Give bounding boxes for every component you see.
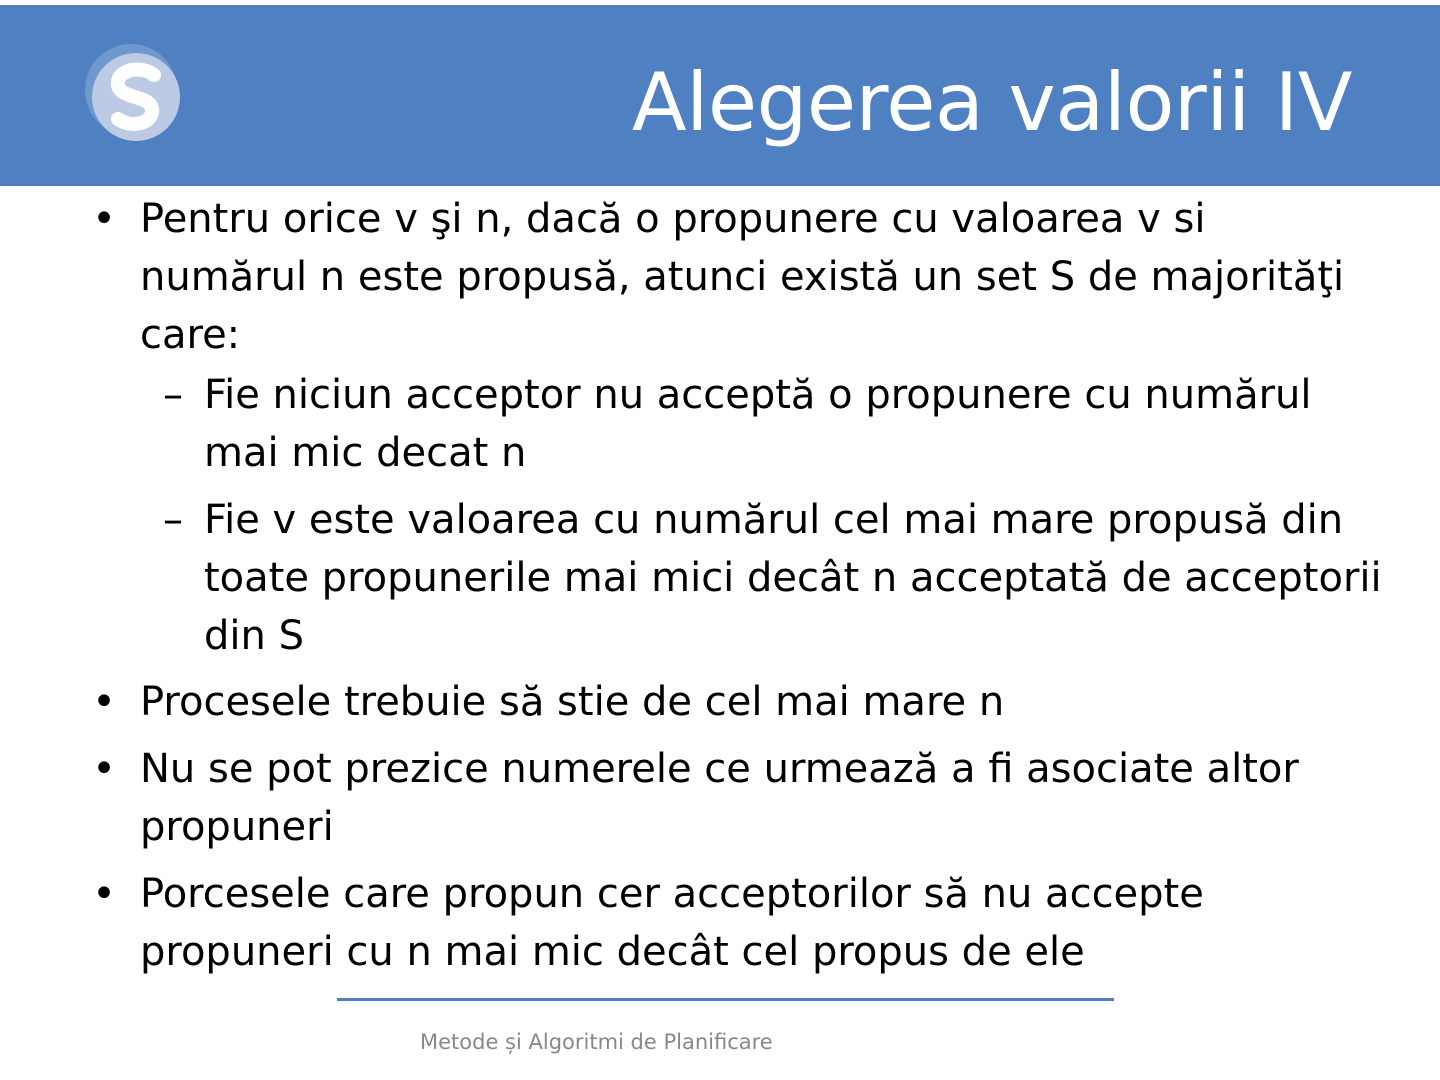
slide-footer: Metode și Algoritmi de Planificare [420, 1030, 773, 1054]
bullet-marker: • [92, 871, 116, 917]
bullet-marker: • [92, 746, 116, 792]
bullet-item [92, 190, 1370, 364]
bullet-marker: • [92, 196, 116, 242]
slide-header [0, 5, 1440, 186]
s-swirl-logo-icon [80, 43, 190, 153]
bullet-text: Nu se pot prezice numerele ce urmează a fi asociate altor propuneri [140, 746, 1299, 850]
sub-bullet-item [163, 366, 1384, 482]
dash-marker: – [163, 497, 183, 543]
bullet-text: Pentru orice v şi n, dacă o propunere cu valoarea v si numărul n este propusă, atunci există un set S de majorităţi care: [140, 196, 1345, 358]
sub-bullet-text: Fie niciun acceptor nu acceptă o propunere cu numărul mai mic decat n [204, 372, 1312, 476]
bullet-marker: • [92, 679, 116, 725]
bullet-text: Procesele trebuie să stie de cel mai mare n [140, 679, 1005, 725]
bullet-item [92, 673, 1370, 731]
bullet-item [92, 865, 1370, 981]
bullet-item [92, 740, 1370, 856]
sub-bullet-text: Fie v este valoarea cu numărul cel mai mare propusă din toate propunerile mai mici decât n acceptată de acceptorii din S [204, 497, 1382, 659]
footer-divider [337, 998, 1114, 1001]
bullet-text: Porcesele care propun cer acceptorilor să nu accepte propuneri cu n mai mic decât cel propus de ele [140, 871, 1204, 975]
dash-marker: – [163, 372, 183, 418]
slide-title: Alegerea valorii IV [631, 56, 1352, 149]
sub-bullet-item [163, 491, 1384, 665]
